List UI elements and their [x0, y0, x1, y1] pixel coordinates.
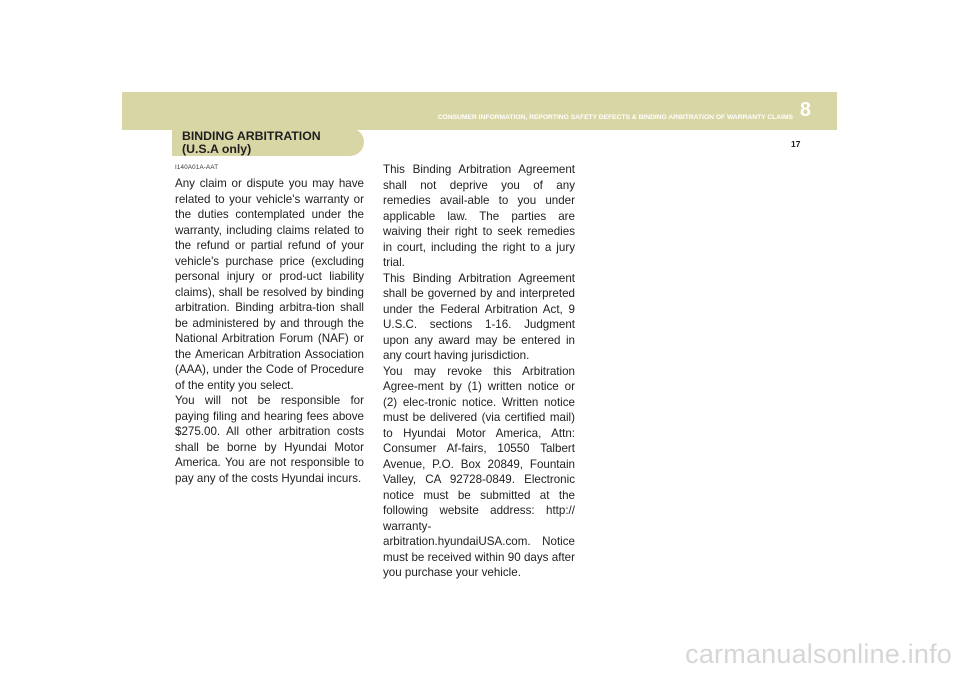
section-title-line1: BINDING ARBITRATION [182, 129, 321, 143]
right-paragraph: You may revoke this Arbitration Agree-ment by (1) written notice or (2) elec-tronic notice. Written notice must be delivered (via certified mail) to Hyundai Motor America, Attn: Consumer Af-fairs, 10550 Talbert Avenue, P.O. Box 20849, Fountain Valley, CA 92728-0849. Electronic notice must be submitted at the following website address: http:// warranty-arbitration.hyundaiUSA.com. Notice must be received within 90 days after you purchase your vehicle. [383, 364, 575, 579]
right-paragraph: This Binding Arbitration Agreement shall not deprive you of any remedies avail-able to you under applicable law. The parties are waiving their right to seek remedies in court, including the right to a jury trial. [383, 163, 575, 269]
header-band [122, 92, 837, 130]
right-column [383, 162, 575, 581]
chapter-number: 8 [799, 99, 811, 121]
page-number: 17 [791, 139, 801, 149]
reference-code: I140A01A-AAT [175, 164, 219, 171]
left-paragraph: You will not be responsible for paying filing and hearing fees above $275.00. All other arbitration costs shall be borne by Hyundai Motor America. You are not responsible to pay any of the costs Hyundai incurs. [175, 394, 364, 485]
left-column [175, 176, 364, 486]
section-title [182, 130, 321, 155]
left-paragraph: Any claim or dispute you may have related to your vehicle's warranty or the duties contemplated under the warranty, including claims related to the refund or partial refund of your vehicle's purchase price (excluding personal injury or prod-uct liability claims), shall be resolved by binding arbitration. Binding arbitra-tion shall be administered by and through the National Arbitration Forum (NAF) or the American Arbitration Association (AAA), under the Code of Procedure of the entity you select. [175, 177, 364, 392]
header-title: CONSUMER INFORMATION, REPORTING SAFETY DEFECTS & BINDING ARBITRATION OF WARRANTY CLAIMS [437, 114, 793, 121]
watermark: carmanualsonline.info [685, 639, 952, 669]
section-title-line2: (U.S.A only) [182, 141, 252, 156]
right-paragraph: This Binding Arbitration Agreement shall be governed by and interpreted under the Federal Arbitration Act, 9 U.S.C. sections 1-16. Judgment upon any award may be entered in any court having jurisdiction. [383, 271, 575, 362]
